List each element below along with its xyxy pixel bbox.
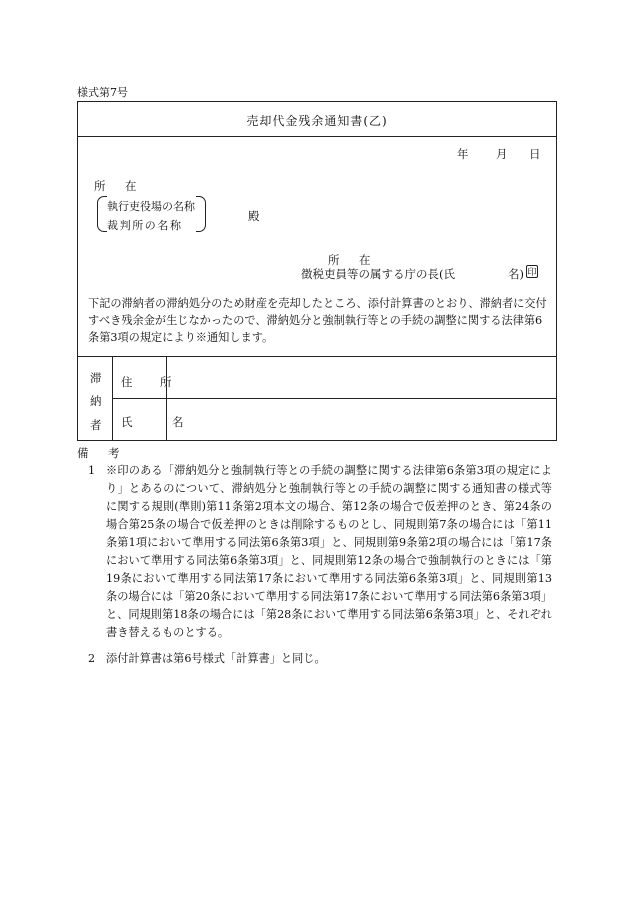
remark-text-2: 添付計算書は第6号様式「計算書」と同じ。 (106, 652, 326, 665)
title-divider (78, 136, 556, 137)
delinquent-address-label: 住 所 (121, 375, 180, 389)
delinquent-label-char-1: 滞 (90, 371, 102, 385)
delinquent-name-label: 氏 名 (121, 415, 198, 429)
document-title: 売却代金残余通知書(乙) (246, 114, 388, 128)
right-brace (196, 196, 206, 232)
remark-number-2: 2 (88, 652, 96, 665)
date-day: 日 (529, 147, 541, 161)
seal-char: 印 (527, 268, 537, 278)
notice-form (77, 101, 557, 441)
date-month: 月 (496, 147, 508, 161)
recipient-office-name: 執行吏役場の名称 (107, 200, 195, 213)
date-year: 年 (457, 147, 469, 161)
delinquent-label-char-2: 納 (90, 394, 102, 408)
remarks-title: 備 考 (77, 446, 124, 460)
body-divider (78, 356, 556, 357)
label-column-divider (112, 356, 113, 440)
recipient-address-label: 所 在 (94, 179, 141, 193)
seal-mark (526, 265, 538, 278)
sender-line: 徴税吏員等の属する庁の長(氏 (301, 267, 455, 281)
sender-name-suffix: 名) (508, 267, 524, 281)
recipient-court-name: 裁判所の名称 (107, 219, 183, 232)
delinquent-label-char-3: 者 (90, 418, 102, 432)
recipient-honorific: 殿 (248, 209, 260, 223)
row-divider (112, 398, 556, 399)
remark-number-1: 1 (88, 464, 96, 477)
notice-body: 下記の滞納者の滞納処分のため財産を売却したところ、添付計算書のとおり、滞納者に交付すべき残余金が生じなかったので、滞納処分と強制執行等との手続の調整に関する法律第6条第3項の規定により※通知します。 (88, 297, 547, 344)
remark-text-1: ※印のある「滞納処分と強制執行等との手続の調整に関する法律第6条第3項の規定により」とあるのについて、滞納処分と強制執行等との手続の調整に関する通知書の様式等に関する規則(準則)第11条第2項本文の場合、第12条の場合で仮差押のとき、第24条の場合第25条の場合で仮差押のときは削除するものとし、同規則第7条の場合には「第11条第1項において準用する同法第6条第3項」と、同規則第9条第2項の場合には「第17条において準用する同法第6条第3項」と、同規則第12条の場合で強制執行のときには「第19条において準用する同法第17条において準用する同法第6条第3項」と、同規則第13条の場合には「第20条において準用する同法第17条において準用する同法第6条第3項」と、同規則第18条の場合には「第28条において準用する同法第6条第3項」と、それぞれ書き替えるものとする。 (106, 464, 552, 639)
form-number: 様式第7号 (77, 86, 128, 99)
left-brace (97, 196, 107, 232)
sender-address-label: 所 在 (328, 253, 375, 267)
